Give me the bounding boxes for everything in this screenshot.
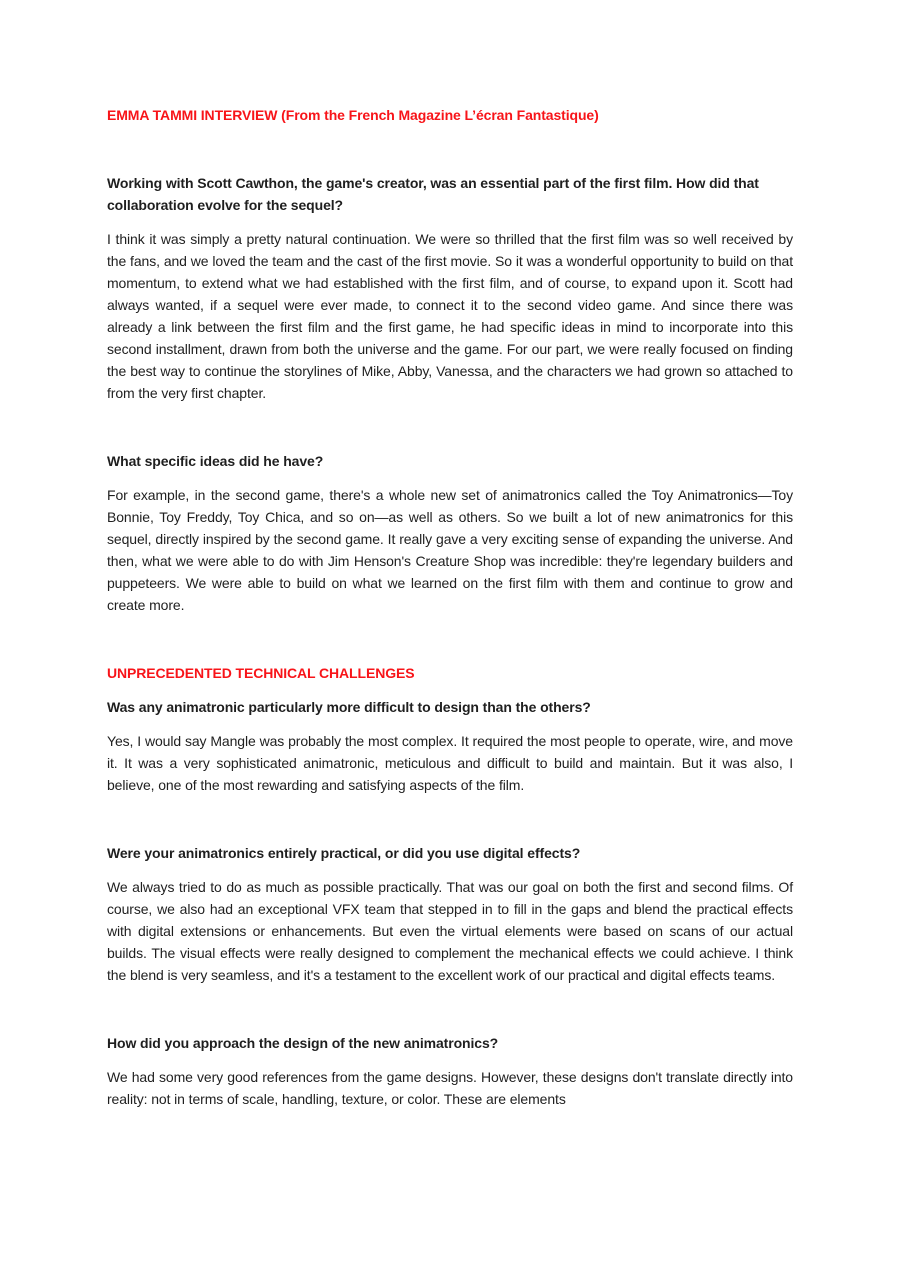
section-heading-technical-challenges: UNPRECEDENTED TECHNICAL CHALLENGES: [107, 665, 415, 681]
interview-question-5: How did you approach the design of the new animatronics?: [107, 1035, 499, 1051]
interview-question-2: What specific ideas did he have?: [107, 453, 324, 469]
interview-answer-2: For example, in the second game, there's a whole new set of animatronics called the Toy Animatronics—Toy Bonnie, Toy Freddy, Toy Chica, and so on—as well as others. So we built a lot of new animatronics for this sequel, directly inspired by the second game. It really gave a very exciting sense of expanding the universe. And then, what we were able to do with Jim Henson's Creature Shop was incredible: they're legendary builders and puppeteers. We were able to build on what we learned on the first film with them and continue to grow and create more.: [107, 487, 793, 613]
interview-question-4: Were your animatronics entirely practical, or did you use digital effects?: [107, 845, 581, 861]
interview-answer-5: We had some very good references from the game designs. However, these designs don't translate directly into reality: not in terms of scale, handling, texture, or color. These are elements: [107, 1069, 793, 1107]
interview-answer-1: I think it was simply a pretty natural continuation. We were so thrilled that the first film was so well received by the fans, and we loved the team and the cast of the first movie. So it was a wonderful opportunity to build on that momentum, to extend what we had established with the first film, and of course, to expand upon it. Scott had always wanted, if a sequel were ever made, to connect it to the second video game. And since there was already a link between the first film and the first game, he had specific ideas in mind to incorporate into this second installment, drawn from both the universe and the game. For our part, we were really focused on finding the best way to continue the storylines of Mike, Abby, Vanessa, and the characters we had grown so attached to from the very first chapter.: [107, 231, 793, 401]
interview-question-3: Was any animatronic particularly more difficult to design than the others?: [107, 699, 591, 715]
document-title: EMMA TAMMI INTERVIEW (From the French Magazine L’écran Fantastique): [107, 107, 599, 123]
interview-answer-3: Yes, I would say Mangle was probably the most complex. It required the most people to operate, wire, and move it. It was a very sophisticated animatronic, meticulous and difficult to build and maintain. But it was also, I believe, one of the most rewarding and satisfying aspects of the film.: [107, 733, 793, 793]
interview-question-1: Working with Scott Cawthon, the game's creator, was an essential part of the first film. How did that collaboration evolve for the sequel?: [107, 175, 759, 213]
interview-answer-4: We always tried to do as much as possible practically. That was our goal on both the first and second films. Of course, we also had an exceptional VFX team that stepped in to fill in the gaps and blend the practical effects with digital extensions or enhancements. But even the virtual elements were based on scans of our actual builds. The visual effects were really designed to complement the mechanical effects we could achieve. I think the blend is very seamless, and it's a testament to the excellent work of our practical and digital effects teams.: [107, 879, 793, 983]
